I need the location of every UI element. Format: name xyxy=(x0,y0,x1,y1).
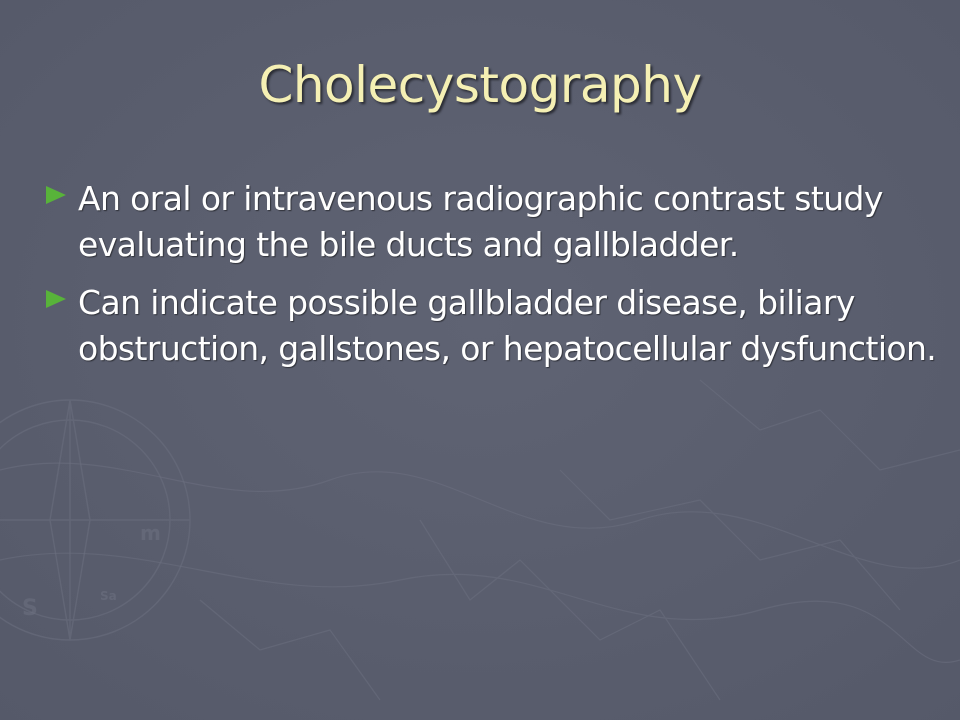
svg-text:Sa: Sa xyxy=(100,589,117,603)
svg-text:m: m xyxy=(140,521,161,545)
bullet-item xyxy=(40,176,940,268)
bullet-text: An oral or intravenous radiographic contrast study evaluating the bile ducts and gallbladder. xyxy=(78,179,883,264)
svg-text:S: S xyxy=(22,596,38,621)
bullet-item xyxy=(40,280,940,372)
triangle-arrow-icon xyxy=(46,186,66,204)
slide-title: Cholecystography xyxy=(258,56,702,114)
bullet-text: Can indicate possible gallbladder disease, biliary obstruction, gallstones, or hepatocellular dysfunction. xyxy=(78,283,937,368)
triangle-arrow-icon xyxy=(46,290,66,308)
bullet-list xyxy=(40,176,940,384)
